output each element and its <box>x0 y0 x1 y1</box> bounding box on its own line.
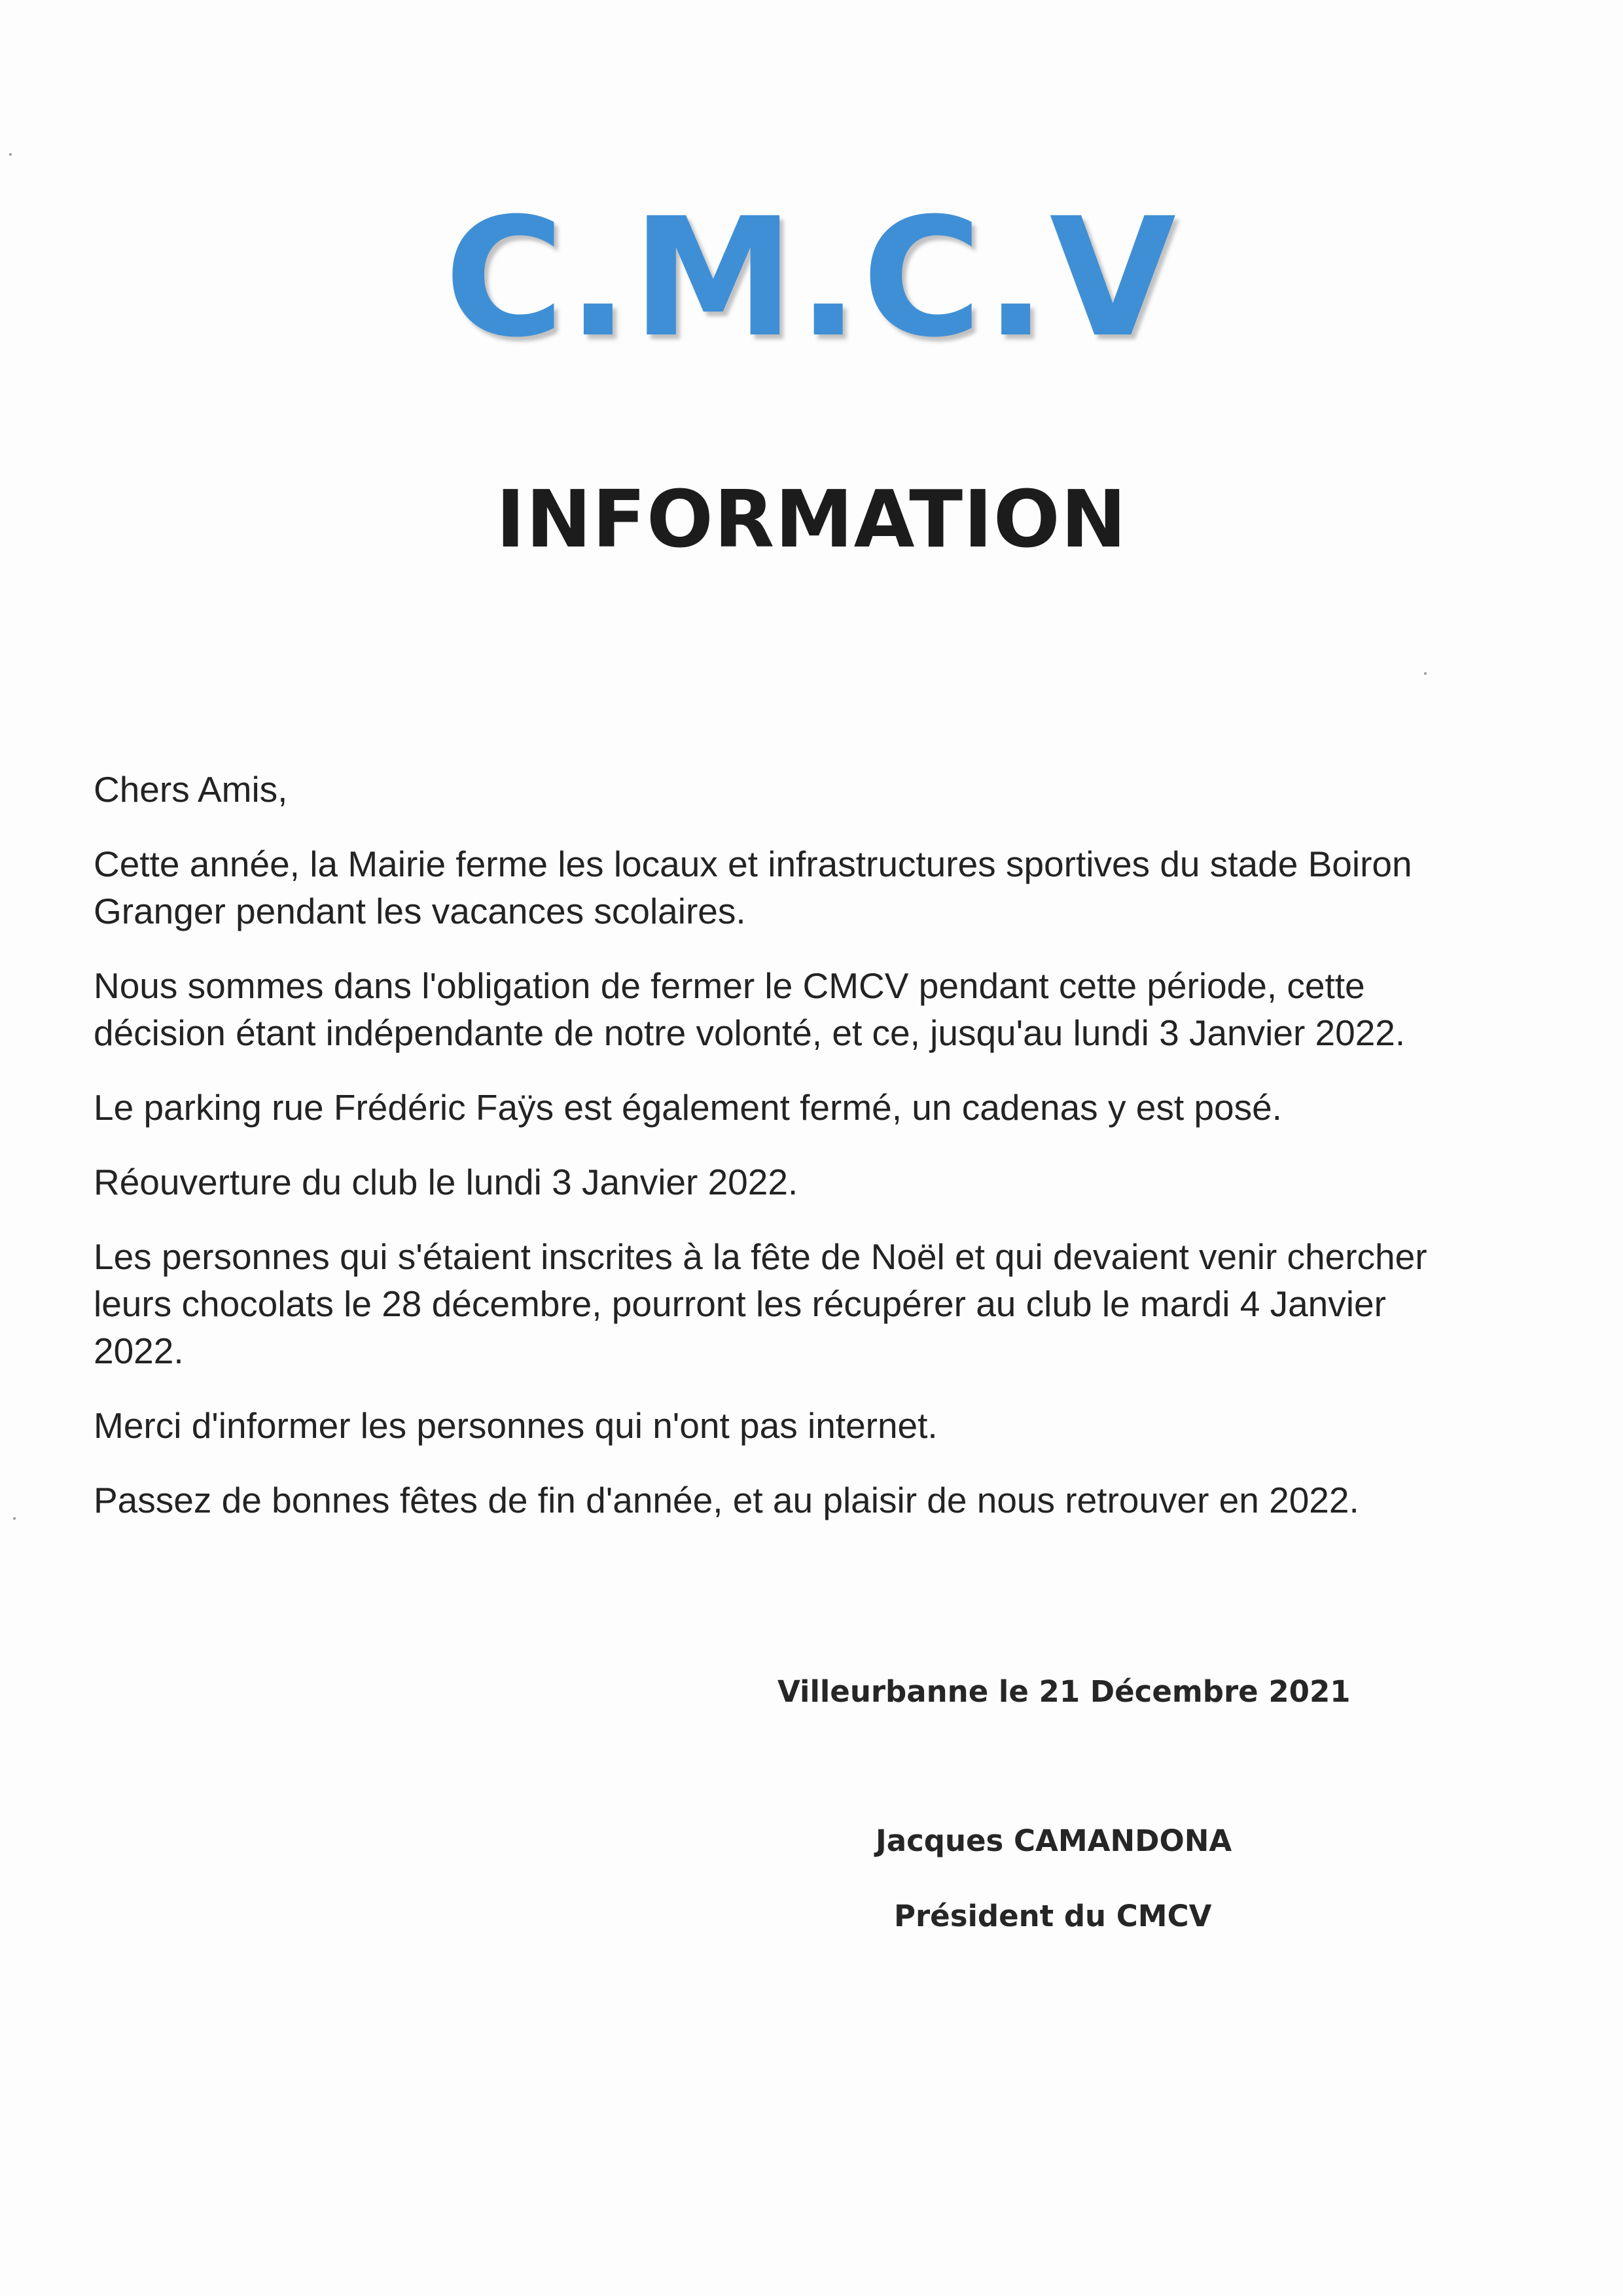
letter-body <box>94 766 1566 1551</box>
paragraph-reopening: Réouverture du club le lundi 3 Janvier 2022. <box>94 1162 798 1202</box>
place-date: Villeurbanne le 21 Décembre 2021 <box>777 1674 1351 1709</box>
paragraph-chocolates: Les personnes qui s'étaient inscrites à la fête de Noël et qui devaient venir chercher leurs chocolats le 28 décembre, pourront les récupérer au club le mardi 4 Janvier 2022. <box>94 1236 1427 1371</box>
club-logo: C.M.C.V <box>444 183 1179 373</box>
scan-speck <box>13 1517 16 1520</box>
paragraph-inform: Merci d'informer les personnes qui n'ont pas internet. <box>94 1405 938 1446</box>
scan-speck <box>1424 672 1427 675</box>
paragraph-wishes: Passez de bonnes fêtes de fin d'année, et au plaisir de nous retrouver en 2022. <box>94 1480 1359 1520</box>
greeting: Chers Amis, <box>94 769 288 810</box>
paragraph-closure: Cette année, la Mairie ferme les locaux et infrastructures sportives du stade Boiron Granger pendant les vacances scolaires. <box>94 844 1412 931</box>
scan-speck <box>9 153 12 156</box>
signatory-title: Président du CMCV <box>894 1899 1212 1933</box>
paragraph-parking: Le parking rue Frédéric Faÿs est également fermé, un cadenas y est posé. <box>94 1087 1282 1128</box>
paragraph-obligation: Nous sommes dans l'obligation de fermer le CMCV pendant cette période, cette décision étant indépendante de notre volonté, et ce, jusqu'au lundi 3 Janvier 2022. <box>94 965 1406 1053</box>
signatory-name: Jacques CAMANDONA <box>876 1823 1232 1858</box>
page-title: INFORMATION <box>495 475 1128 565</box>
